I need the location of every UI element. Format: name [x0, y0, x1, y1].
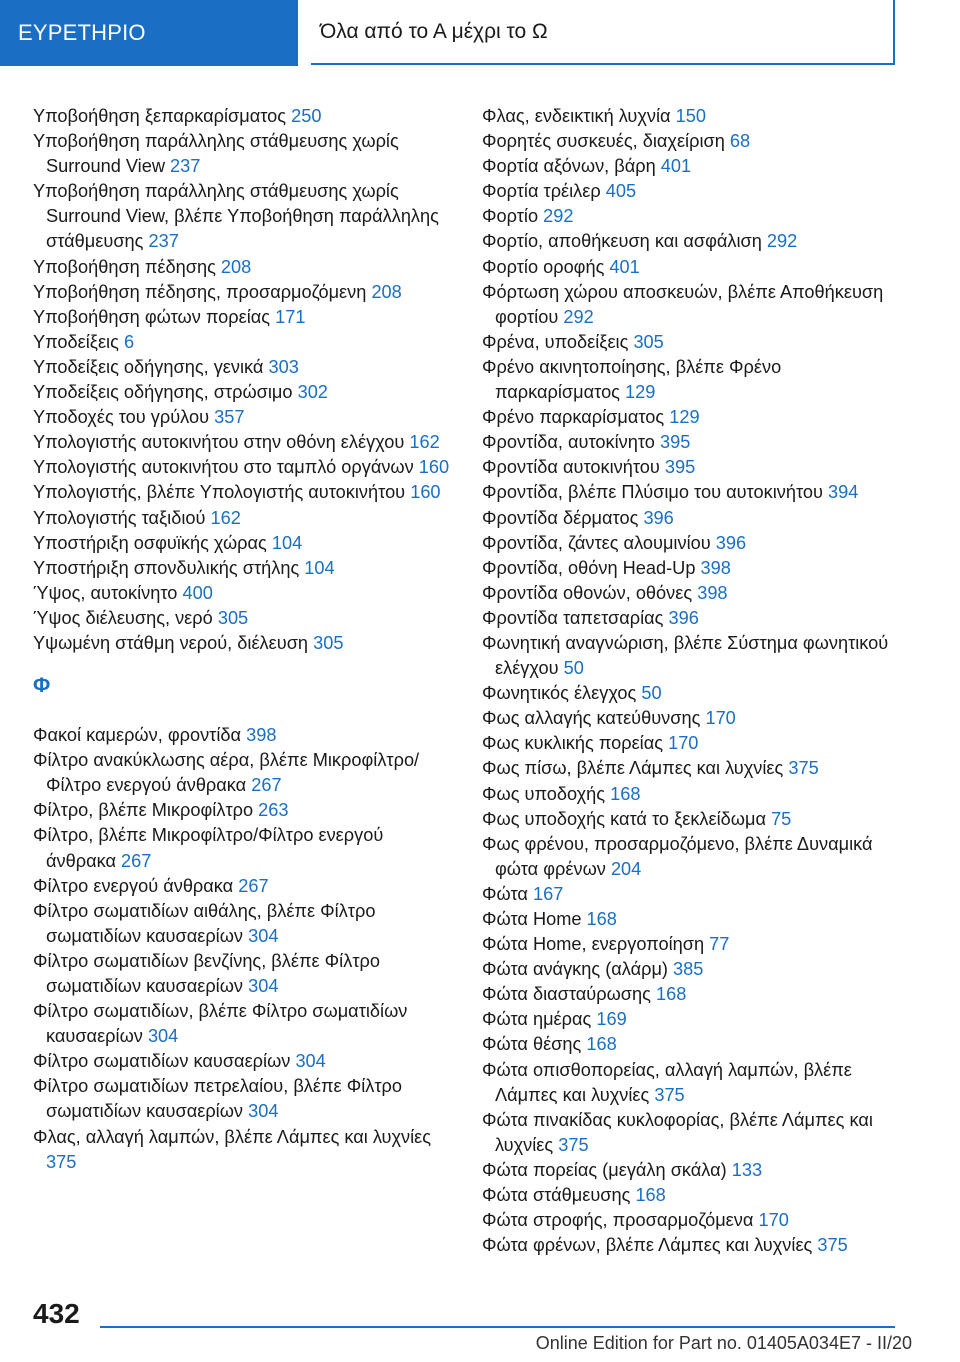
page-reference-link[interactable]: 171	[275, 306, 306, 327]
page-reference-link[interactable]: 168	[610, 783, 641, 804]
index-term: Υποδείξεις οδήγησης, στρώσιμο	[33, 382, 293, 403]
index-entry	[482, 556, 902, 581]
index-entry	[482, 405, 902, 430]
page-reference-link[interactable]: 104	[304, 557, 335, 578]
index-entry	[482, 531, 902, 556]
index-term: Φώτα ανάγκης (αλάρμ)	[482, 959, 668, 980]
page-reference-link[interactable]: 129	[625, 382, 656, 403]
index-term: Φώτα φρένων, βλέπε Λάμπες και λυχνίες	[482, 1235, 813, 1256]
index-entry	[33, 874, 453, 899]
page-reference-link[interactable]: 160	[418, 457, 450, 478]
index-column-left	[33, 104, 453, 1175]
index-entry	[482, 480, 902, 505]
index-term: Υπολογιστής ταξιδιού	[33, 507, 206, 528]
page-reference-link[interactable]: 395	[660, 432, 691, 453]
page-reference-link[interactable]: 168	[586, 909, 617, 929]
index-entry	[482, 430, 902, 455]
index-term: Φρένα, υποδείξεις	[482, 331, 629, 352]
index-term: Φρένο ακινητοποίησης, βλέπε Φρένο παρκαρίσματος	[482, 356, 782, 403]
index-entry	[33, 581, 453, 606]
page-reference-link[interactable]: 292	[766, 231, 798, 252]
page-reference-link[interactable]: 129	[669, 407, 700, 428]
index-entry	[33, 798, 453, 823]
page-reference-link[interactable]: 292	[563, 306, 594, 327]
page-reference-link[interactable]: 237	[148, 231, 179, 252]
index-entry	[482, 882, 902, 907]
index-entry	[482, 1108, 902, 1158]
index-entry	[33, 999, 453, 1049]
index-entry	[482, 204, 902, 229]
index-term: Υποβοήθηση παράλληλης στάθμευσης χωρίς Surround View, βλέπε Υποβοήθηση παράλληλης στάθμευσης	[33, 181, 439, 252]
index-entry	[482, 330, 902, 355]
index-term: Φίλτρο σωματιδίων πετρελαίου, βλέπε Φίλτρο σωματιδίων καυσαερίων	[33, 1076, 402, 1122]
index-entry	[482, 631, 902, 681]
index-term: Υποστήριξη οσφυϊκής χώρας	[33, 532, 267, 553]
index-entry	[33, 255, 453, 280]
page-reference-link[interactable]: 398	[697, 582, 728, 603]
index-term: Φώτα πορείας (μεγάλη σκάλα)	[482, 1159, 727, 1180]
index-entry	[482, 606, 902, 631]
index-entry	[33, 480, 453, 505]
index-entry	[33, 430, 453, 455]
index-entry	[33, 330, 453, 355]
index-term: Φώτα	[482, 883, 528, 904]
index-term: Φώτα οπισθοπορείας, αλλαγή λαμπών, βλέπε Λάμπες και λυχνίες	[482, 1059, 852, 1105]
index-entry	[33, 823, 453, 873]
page-reference-link[interactable]: 375	[46, 1151, 77, 1172]
index-entry	[482, 1208, 902, 1233]
index-entry	[482, 1158, 902, 1183]
index-term: Φορτίο, αποθήκευση και ασφάλιση	[482, 231, 762, 252]
index-term: Υποβοήθηση ξεπαρκαρίσματος	[33, 106, 287, 126]
index-term: Φροντίδα, οθόνη Head-Up	[482, 557, 696, 578]
index-term: Φροντίδα αυτοκινήτου	[482, 457, 660, 478]
index-term: Φώτα ημέρας	[482, 1009, 592, 1030]
index-term: Φως κυκλικής πορείας	[482, 733, 664, 754]
page-number: 432	[33, 1298, 80, 1329]
index-term: Υψωμένη στάθμη νερού, διέλευση	[33, 632, 309, 653]
section-label: ΕΥΡΕΤΗΡΙΟ	[18, 20, 146, 45]
footer-divider	[100, 1326, 895, 1328]
page-reference-link[interactable]: 305	[313, 632, 344, 653]
index-entry	[482, 280, 902, 330]
page-reference-link[interactable]: 168	[635, 1185, 666, 1206]
index-term: Φώτα διασταύρωσης	[482, 984, 651, 1005]
index-entry	[482, 731, 902, 756]
index-entry	[482, 832, 902, 882]
index-term: Φως πίσω, βλέπε Λάμπες και λυχνίες	[482, 758, 784, 779]
page-reference-link[interactable]: 304	[248, 976, 279, 996]
page-reference-link[interactable]: 375	[654, 1084, 685, 1105]
page-reference-link[interactable]: 396	[668, 607, 699, 628]
page-reference-link[interactable]: 385	[673, 959, 704, 980]
index-term: Υποβοήθηση φώτων πορείας	[33, 306, 271, 327]
index-entry	[33, 380, 453, 405]
index-term: Υπολογιστής αυτοκινήτου στην οθόνη ελέγχου	[33, 432, 405, 453]
index-entry	[482, 907, 902, 932]
page-reference-link[interactable]: 50	[563, 658, 584, 679]
index-entry	[482, 455, 902, 480]
page-reference-link[interactable]: 375	[788, 758, 819, 779]
page-reference-link[interactable]: 6	[123, 331, 135, 352]
index-term: Φίλτρο, βλέπε Μικροφίλτρο/Φίλτρο ενεργού άνθρακα	[33, 825, 384, 871]
index-entry	[33, 104, 453, 129]
page-reference-link[interactable]: 396	[643, 507, 674, 528]
index-term: Φώτα θέσης	[482, 1034, 582, 1055]
index-entry	[33, 1049, 453, 1074]
page-reference-link[interactable]: 303	[268, 356, 299, 377]
page-reference-link[interactable]: 267	[238, 875, 269, 896]
index-entry	[33, 129, 453, 179]
index-term: Ύψος, αυτοκίνητο	[33, 582, 178, 603]
index-term: Φώτα Home, ενεργοποίηση	[482, 934, 705, 955]
section-letter: Φ	[33, 674, 51, 698]
index-entry	[482, 681, 902, 706]
index-term: Υποβοήθηση πέδησης, προσαρμοζόμενη	[33, 281, 367, 302]
page-title-text: Όλα από το Α μέχρι το Ω	[320, 19, 548, 43]
page-reference-link[interactable]: 263	[258, 800, 289, 821]
index-term: Υπολογιστής αυτοκινήτου στο ταμπλό οργάνων	[33, 457, 414, 478]
index-term: Φώτα στροφής, προσαρμοζόμενα	[482, 1210, 754, 1231]
index-term: Φορτία τρέιλερ	[482, 181, 601, 202]
index-term: Φώτα στάθμευσης	[482, 1185, 631, 1206]
index-entry	[33, 455, 453, 480]
index-entry	[482, 706, 902, 731]
index-term: Υποβοήθηση παράλληλης στάθμευσης χωρίς Surround View	[33, 131, 399, 177]
index-term: Φροντίδα δέρματος	[482, 507, 639, 528]
index-term: Ύψος διέλευσης, νερό	[33, 607, 213, 628]
page-reference-link[interactable]: 267	[121, 850, 152, 871]
index-entry	[482, 982, 902, 1007]
index-entry	[482, 154, 902, 179]
index-entry	[33, 723, 453, 748]
index-entry	[482, 1183, 902, 1208]
index-entry	[33, 899, 453, 949]
section-tab	[0, 0, 298, 66]
index-entry	[482, 255, 902, 280]
page-reference-link[interactable]: 250	[291, 106, 322, 126]
index-entry	[33, 179, 453, 254]
index-entry	[33, 305, 453, 330]
page-reference-link[interactable]: 375	[817, 1235, 848, 1256]
index-term: Φίλτρο σωματιδίων βενζίνης, βλέπε Φίλτρο σωματιδίων καυσαερίων	[33, 950, 380, 996]
page-reference-link[interactable]: 167	[532, 883, 564, 904]
page-reference-link[interactable]: 304	[248, 1101, 279, 1122]
index-term: Φλας, αλλαγή λαμπών, βλέπε Λάμπες και λυχνίες	[33, 1126, 432, 1147]
page-reference-link[interactable]: 400	[182, 582, 213, 603]
index-term: Φροντίδα ταπετσαρίας	[482, 607, 664, 628]
page-reference-link[interactable]: 169	[596, 1009, 627, 1030]
index-entry	[482, 1233, 902, 1258]
page-reference-link[interactable]: 292	[543, 206, 574, 227]
page-reference-link[interactable]: 304	[295, 1051, 326, 1072]
page-reference-link[interactable]: 150	[675, 106, 706, 126]
page-reference-link[interactable]: 68	[729, 131, 751, 152]
page-reference-link[interactable]: 162	[409, 432, 440, 453]
page-reference-link[interactable]: 398	[246, 725, 277, 746]
index-entry	[33, 949, 453, 999]
index-term: Φλας, ενδεικτική λυχνία	[482, 106, 671, 126]
page-reference-link[interactable]: 170	[705, 708, 736, 729]
index-entry	[482, 807, 902, 832]
index-entry	[33, 405, 453, 430]
page-reference-link[interactable]: 104	[271, 532, 303, 553]
index-term: Φως φρένου, προσαρμοζόμενο, βλέπε Δυναμικά φώτα φρένων	[482, 833, 873, 879]
index-entry	[482, 1032, 902, 1057]
index-term: Φορτίο οροφής	[482, 256, 605, 277]
page-reference-link[interactable]: 398	[700, 557, 731, 578]
page-reference-link[interactable]: 133	[731, 1159, 763, 1180]
page-reference-link[interactable]: 204	[610, 858, 642, 879]
page-reference-link[interactable]: 75	[771, 808, 792, 829]
page-reference-link[interactable]: 77	[709, 934, 730, 955]
index-term: Υποδοχές του γρύλου	[33, 407, 210, 428]
page-reference-link[interactable]: 396	[715, 532, 747, 553]
index-term: Φίλτρο σωματιδίων, βλέπε Φίλτρο σωματιδίων καυσαερίων	[33, 1001, 408, 1047]
page-reference-link[interactable]: 405	[605, 181, 637, 202]
index-entry	[33, 280, 453, 305]
page-reference-link[interactable]: 208	[220, 256, 252, 277]
page-reference-link[interactable]: 50	[641, 683, 662, 704]
index-entry	[33, 556, 453, 581]
header-divider	[298, 0, 311, 66]
index-term: Φορητές συσκευές, διαχείριση	[482, 131, 725, 152]
index-list-bottom	[33, 723, 453, 1175]
index-entry	[482, 756, 902, 781]
page-reference-link[interactable]: 237	[170, 156, 201, 177]
index-entry	[33, 531, 453, 556]
page-reference-link[interactable]: 267	[251, 775, 282, 796]
page-reference-link[interactable]: 357	[214, 407, 245, 428]
index-term: Φροντίδα οθονών, οθόνες	[482, 582, 693, 603]
index-term: Υποστήριξη σπονδυλικής στήλης	[33, 557, 300, 578]
index-term: Φροντίδα, ζάντες αλουμινίου	[482, 532, 711, 553]
index-term: Φακοί καμερών, φροντίδα	[33, 725, 242, 746]
page-reference-link[interactable]: 162	[210, 507, 241, 528]
page-reference-link[interactable]: 401	[609, 256, 640, 277]
index-entry	[482, 129, 902, 154]
index-term: Φως υποδοχής κατά το ξεκλείδωμα	[482, 808, 766, 829]
index-entry	[33, 1125, 453, 1175]
page-title	[311, 0, 895, 65]
index-entry	[482, 104, 902, 129]
index-term: Υποβοήθηση πέδησης	[33, 256, 216, 277]
index-entry	[482, 355, 902, 405]
page-reference-link[interactable]: 375	[558, 1134, 589, 1155]
index-term: Φορτία αξόνων, βάρη	[482, 156, 656, 177]
index-term: Φρένο παρκαρίσματος	[482, 407, 665, 428]
index-entry	[482, 932, 902, 957]
page-reference-link[interactable]: 170	[668, 733, 699, 754]
index-term: Φωνητικός έλεγχος	[482, 683, 637, 704]
index-entry	[482, 1058, 902, 1108]
index-term: Φόρτωση χώρου αποσκευών, βλέπε Αποθήκευση φορτίου	[482, 281, 884, 327]
index-term: Φορτίο	[482, 206, 539, 227]
index-term: Υπολογιστής, βλέπε Υπολογιστής αυτοκινήτου	[33, 482, 406, 503]
index-term: Υποδείξεις	[33, 331, 119, 352]
index-term: Φροντίδα, αυτοκίνητο	[482, 432, 655, 453]
index-entry	[482, 229, 902, 254]
index-entry	[33, 1074, 453, 1124]
index-entry	[33, 748, 453, 798]
edition-note: Online Edition for Part no. 01405A034E7 - II/20	[535, 1333, 912, 1353]
index-entry	[482, 1007, 902, 1032]
page-reference-link[interactable]: 168	[586, 1034, 617, 1055]
index-term: Φως αλλαγής κατεύθυνσης	[482, 708, 701, 729]
page-reference-link[interactable]: 401	[660, 156, 692, 177]
index-entry	[482, 581, 902, 606]
index-entry	[482, 179, 902, 204]
page-reference-link[interactable]: 170	[758, 1210, 789, 1231]
index-term: Φροντίδα, βλέπε Πλύσιμο του αυτοκινήτου	[482, 482, 823, 503]
page-reference-link[interactable]: 160	[410, 482, 441, 503]
index-term: Φωνητική αναγνώριση, βλέπε Σύστημα φωνητικού ελέγχου	[482, 632, 889, 679]
index-term: Φώτα πινακίδας κυκλοφορίας, βλέπε Λάμπες και λυχνίες	[482, 1109, 873, 1155]
index-entry	[33, 606, 453, 631]
page-reference-link[interactable]: 305	[217, 607, 249, 628]
index-term: Υποδείξεις οδήγησης, γενικά	[33, 356, 264, 377]
page-reference-link[interactable]: 305	[633, 331, 664, 352]
index-term: Φίλτρο ενεργού άνθρακα	[33, 875, 234, 896]
index-list-top	[33, 104, 453, 656]
page-reference-link[interactable]: 394	[828, 482, 859, 503]
index-term: Φως υποδοχής	[482, 783, 606, 804]
index-entry	[482, 957, 902, 982]
index-entry	[33, 506, 453, 531]
index-entry	[33, 631, 453, 656]
page-reference-link[interactable]: 302	[297, 382, 328, 403]
page-reference-link[interactable]: 168	[655, 984, 687, 1005]
index-term: Φίλτρο, βλέπε Μικροφίλτρο	[33, 800, 254, 821]
page-reference-link[interactable]: 208	[371, 281, 402, 302]
index-entry	[482, 506, 902, 531]
page-reference-link[interactable]: 304	[147, 1026, 179, 1047]
page-reference-link[interactable]: 395	[664, 457, 696, 478]
index-term: Φώτα Home	[482, 909, 582, 929]
index-column-right	[482, 104, 902, 1258]
index-term: Φίλτρο σωματιδίων αιθάλης, βλέπε Φίλτρο σωματιδίων καυσαερίων	[33, 900, 376, 946]
index-list-right	[482, 104, 902, 1258]
index-entry	[482, 782, 902, 807]
index-term: Φίλτρο ανακύκλωσης αέρα, βλέπε Μικροφίλτρο/Φίλτρο ενεργού άνθρακα	[33, 750, 420, 796]
index-term: Φίλτρο σωματιδίων καυσαερίων	[33, 1051, 291, 1072]
page-reference-link[interactable]: 304	[248, 925, 279, 946]
index-entry	[33, 355, 453, 380]
